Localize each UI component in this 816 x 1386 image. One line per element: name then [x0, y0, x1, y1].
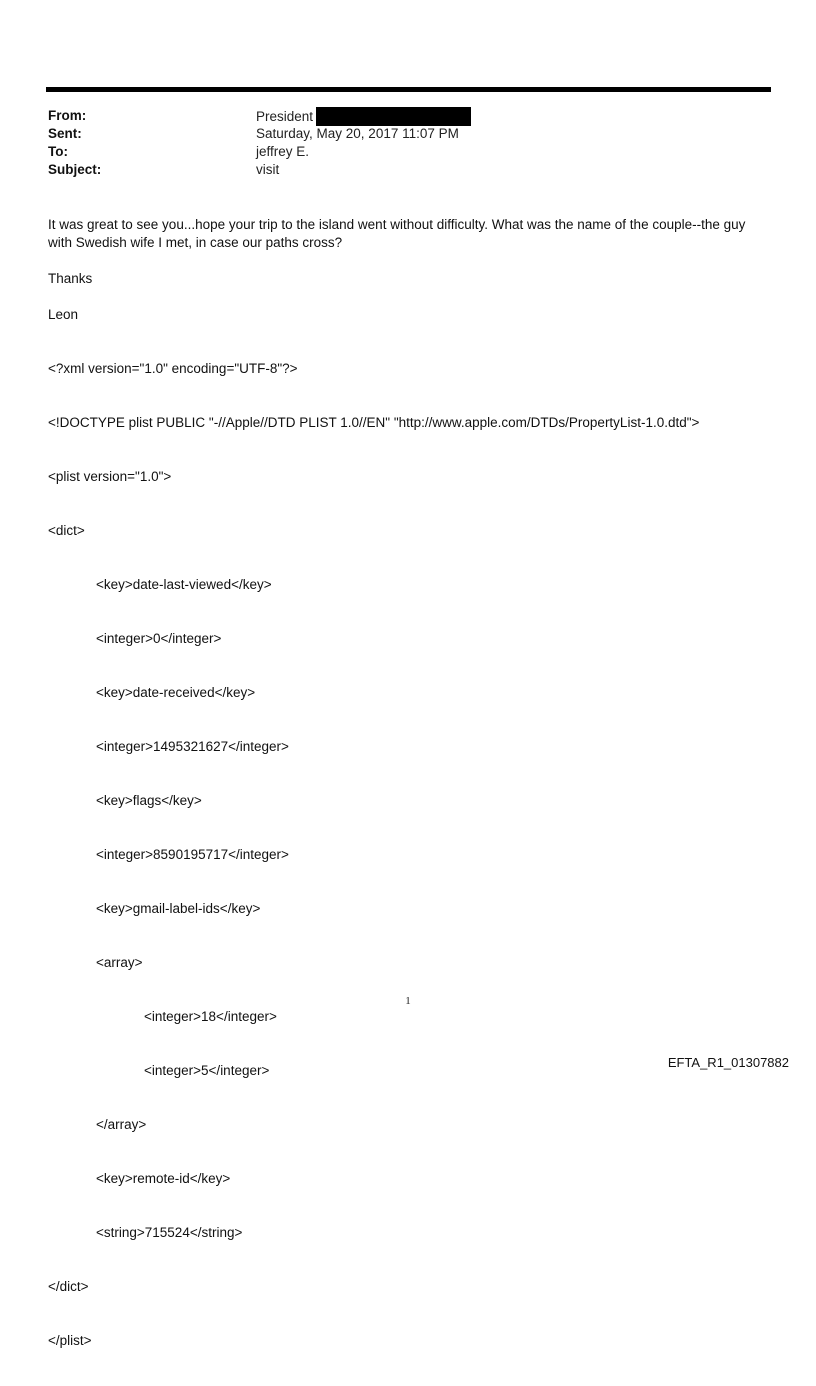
plist-line: <key>gmail-label-ids</key>	[96, 901, 261, 916]
subject-value: visit	[256, 162, 280, 177]
from-value	[256, 107, 471, 126]
body-thanks: Thanks	[48, 271, 93, 286]
from-sender: President	[256, 109, 314, 124]
subject-label: Subject:	[48, 162, 102, 177]
header-divider	[46, 87, 771, 92]
email-body	[48, 216, 773, 1386]
from-row	[48, 107, 768, 125]
body-signature: Leon	[48, 307, 79, 322]
plist-line: </plist>	[48, 1333, 92, 1348]
bates-number: EFTA_R1_01307882	[667, 1055, 789, 1070]
sent-value: Saturday, May 20, 2017 11:07 PM	[256, 126, 459, 141]
plist-line: </array>	[96, 1117, 147, 1132]
plist-line: <dict>	[48, 523, 85, 538]
subject-row	[48, 161, 768, 179]
from-label: From:	[48, 108, 87, 123]
to-label: To:	[48, 144, 68, 159]
page-number: 1	[405, 995, 411, 1007]
sent-label: Sent:	[48, 126, 82, 141]
to-row	[48, 143, 768, 161]
sent-row	[48, 125, 768, 143]
redaction-block	[316, 107, 471, 126]
plist-line: <integer>18</integer>	[144, 1009, 277, 1024]
plist-line: <key>remote-id</key>	[96, 1171, 231, 1186]
plist-line: <integer>1495321627</integer>	[96, 739, 289, 754]
plist-line: <?xml version="1.0" encoding="UTF-8"?>	[48, 361, 298, 376]
plist-line: <string>715524</string>	[96, 1225, 243, 1240]
plist-line: <key>date-last-viewed</key>	[96, 577, 272, 592]
to-value: jeffrey E.	[256, 144, 310, 159]
plist-line: <key>date-received</key>	[96, 685, 256, 700]
body-paragraph: It was great to see you...hope your trip to the island went without difficulty. What was the name of the couple--the guy with Swedish wife I met, in case our paths cross?	[48, 217, 746, 250]
plist-line: <key>flags</key>	[96, 793, 202, 808]
plist-line: <array>	[96, 955, 143, 970]
email-header	[48, 107, 768, 179]
plist-line: <integer>8590195717</integer>	[96, 847, 289, 862]
plist-line: <plist version="1.0">	[48, 469, 172, 484]
plist-line: <integer>5</integer>	[144, 1063, 270, 1078]
plist-line: <!DOCTYPE plist PUBLIC "-//Apple//DTD PLIST 1.0//EN" "http://www.apple.com/DTDs/PropertyList-1.0.dtd">	[48, 415, 700, 430]
plist-line: </dict>	[48, 1279, 89, 1294]
plist-line: <integer>0</integer>	[96, 631, 222, 646]
plist-block	[48, 324, 773, 1386]
